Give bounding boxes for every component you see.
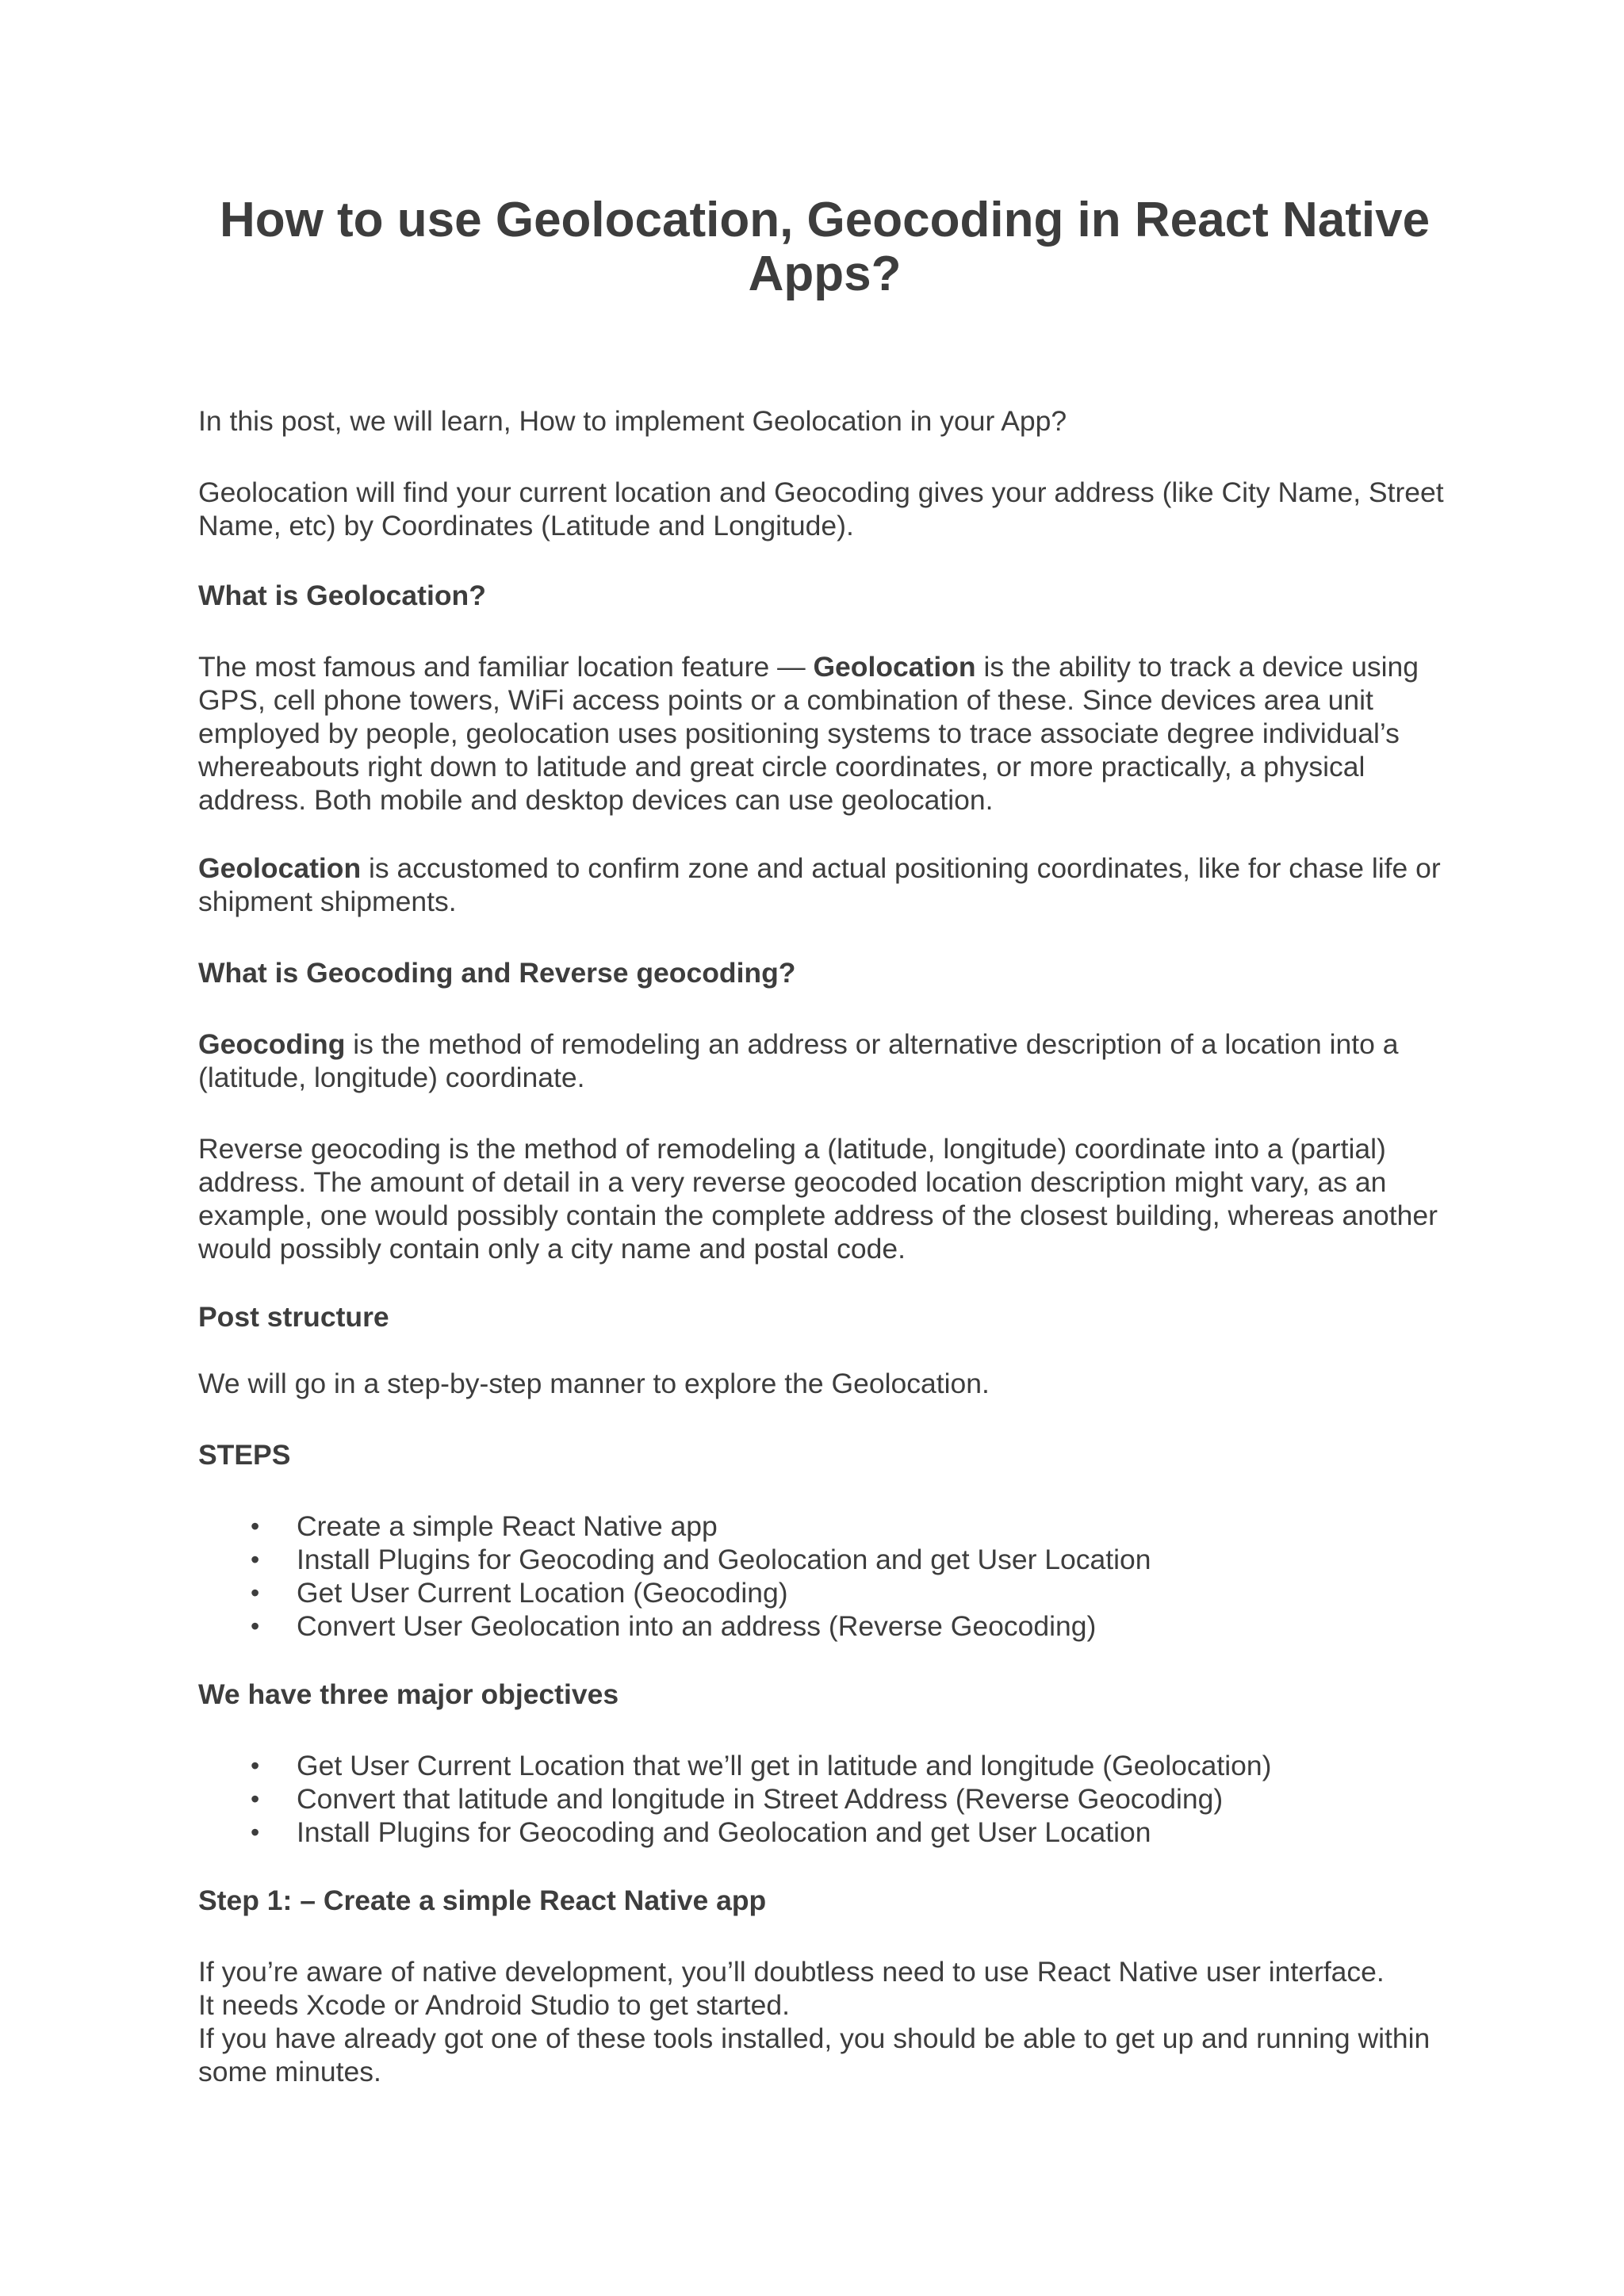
list-item [198, 1749, 1451, 1782]
step-1-paragraph [198, 1955, 1451, 2088]
list-item-text: Install Plugins for Geocoding and Geolocation and get User Location [297, 1816, 1151, 1848]
bullet-icon: • [251, 1578, 260, 1607]
heading-what-is-geolocation: What is Geolocation? [198, 580, 486, 611]
step-1-line-1: If you’re aware of native development, you’ll doubtless need to use React Native user interface. [198, 1956, 1385, 1988]
list-item-text: Get User Current Location (Geocoding) [297, 1577, 788, 1609]
geolocation-paragraph-1-lead: The most famous and familiar location feature — [198, 651, 814, 683]
heading-step-1: Step 1: – Create a simple React Native app [198, 1885, 767, 1916]
reverse-geocoding-paragraph: Reverse geocoding is the method of remodeling a (latitude, longitude) coordinate into a (partial) address. The amount of detail in a very reverse geocoded location description might vary, as an example, one would possibly contain the complete address of the closest building, whereas another would possibly contain only a city name and postal code. [198, 1133, 1438, 1265]
list-item-text: Get User Current Location that we’ll get in latitude and longitude (Geolocation) [297, 1750, 1272, 1781]
post-structure-paragraph: We will go in a step-by-step manner to explore the Geolocation. [198, 1368, 990, 1399]
heading-post-structure: Post structure [198, 1301, 389, 1333]
bullet-icon: • [251, 1612, 260, 1640]
geolocation-paragraph-2-rest: is accustomed to confirm zone and actual positioning coordinates, like for chase life or shipment shipments. [198, 852, 1441, 917]
intro-paragraph-2: Geolocation will find your current location and Geocoding gives your address (like City Name, Street Name, etc) by Coordinates (Latitude and Longitude). [198, 476, 1444, 541]
heading-objectives: We have three major objectives [198, 1678, 619, 1710]
step-1-line-3: If you have already got one of these tools installed, you should be able to get up and running within some minutes. [198, 2022, 1431, 2087]
bullet-icon: • [251, 1751, 260, 1780]
geocoding-paragraph-1 [198, 1027, 1451, 1094]
list-item [198, 1782, 1451, 1816]
heading-geocoding: What is Geocoding and Reverse geocoding? [198, 957, 796, 989]
geolocation-bold-term: Geolocation [813, 651, 976, 683]
geolocation-paragraph-1 [198, 650, 1451, 817]
objectives-list [198, 1749, 1451, 1849]
geocoding-paragraph-1-rest: is the method of remodeling an address or alternative description of a location into a (latitude, longitude) coordinate. [198, 1028, 1399, 1093]
step-1-line-2: It needs Xcode or Android Studio to get started. [198, 1989, 790, 2021]
bullet-icon: • [251, 1512, 260, 1540]
list-item [198, 1609, 1451, 1643]
list-item [198, 1576, 1451, 1609]
list-item-text: Install Plugins for Geocoding and Geolocation and get User Location [297, 1544, 1151, 1575]
list-item-text: Convert that latitude and longitude in Street Address (Reverse Geocoding) [297, 1783, 1224, 1815]
bullet-icon: • [251, 1545, 260, 1574]
steps-list [198, 1510, 1451, 1643]
page-title: How to use Geolocation, Geocoding in React Native Apps? [219, 193, 1431, 301]
heading-steps: STEPS [198, 1439, 291, 1471]
bullet-icon: • [251, 1818, 260, 1846]
geolocation-paragraph-2 [198, 851, 1451, 918]
list-item [198, 1816, 1451, 1849]
bullet-icon: • [251, 1785, 260, 1813]
list-item-text: Convert User Geolocation into an address (Reverse Geocoding) [297, 1610, 1097, 1642]
list-item [198, 1543, 1451, 1576]
list-item-text: Create a simple React Native app [297, 1510, 718, 1542]
geocoding-bold-term: Geocoding [198, 1028, 346, 1060]
list-item [198, 1510, 1451, 1543]
intro-paragraph: In this post, we will learn, How to implement Geolocation in your App? [198, 405, 1067, 437]
geolocation-paragraph-1-rest: is the ability to track a device using GPS, cell phone towers, WiFi access points or a combination of these. Since devices area unit employed by people, geolocation uses positioning systems to trace associate degree individual’s whereabouts right down to latitude and great circle coordinates, or more practically, a physical address. Both mobile and desktop devices can use geolocation. [198, 651, 1419, 816]
geolocation-bold-term-2: Geolocation [198, 852, 362, 884]
